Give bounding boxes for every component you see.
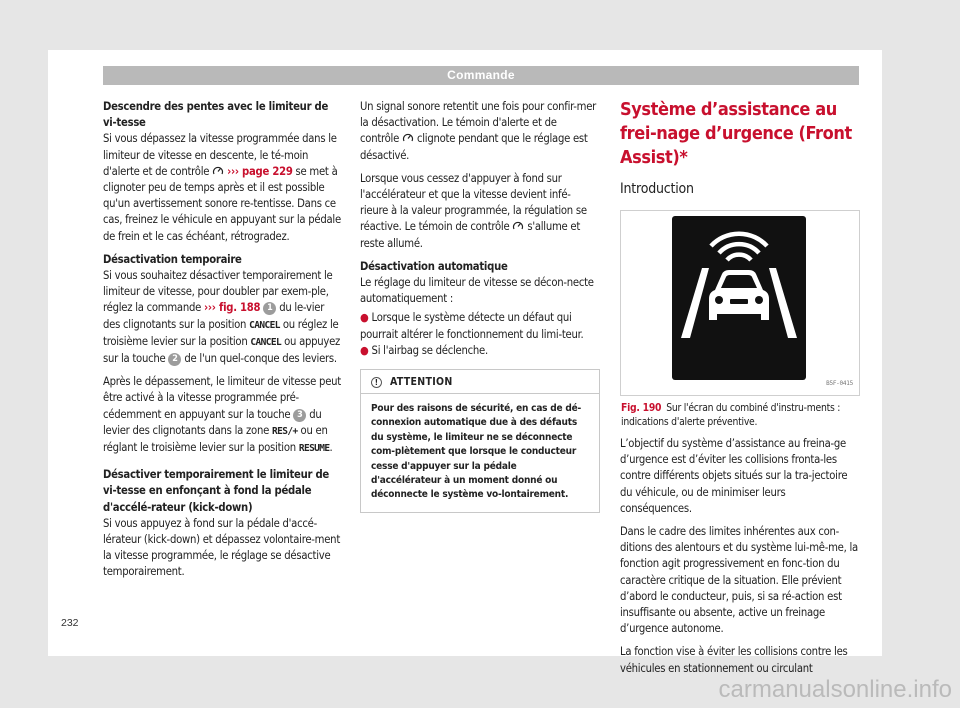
attention-header: ! ATTENTION — [361, 370, 599, 394]
section-subtitle: Introduction — [620, 181, 694, 197]
speed-limiter-icon — [212, 165, 224, 176]
paragraph-descending: Si vous dépassez la vitesse programmée dans le limiteur de vitesse en descente, le té-moin d'alerte et de contrôle ››› page 229 se met à clignoter peu de temps après et il est possible qu'un avertissement sonore re-tentisse. Dans ce cas, freinez le véhicule en appuyant sur la pédale de frein et le cas échéant, rétrogradez. — [103, 132, 341, 243]
paragraph-temporary: Si vous souhaitez désactiver temporairement le limiteur de vitesse, pour doubler par exem-ple, réglez la commande ››› fig. 188 1 du le-vier des clignotants sur la position CANCEL ou réglez le troisième levier sur la position CANCEL ou appuyez sur la touche 2 de l'un quel-conque des leviers. — [103, 269, 341, 366]
paragraph-signal: Un signal sonore retentit une fois pour confir-mer la désactivation. Le témoin d'alerte et de contrôle clignote pendant que le réglage est désactivé. — [360, 100, 597, 162]
res-plus-label: RES/+ — [271, 425, 298, 437]
running-header: Commande — [103, 66, 859, 85]
heading-kickdown: Désactiver temporairement le limiteur de vi-tesse en enfonçant à fond la pédale d'accélé-rateur (kick-down) — [103, 468, 330, 514]
page-number: 232 — [61, 617, 79, 629]
warning-icon: ! — [371, 377, 382, 388]
watermark: carmanualsonline.info — [718, 676, 952, 703]
paragraph-objective: L’objectif du système d’assistance au freina-ge d’urgence est d’éviter les collisions fronta-les contre différents objets situés sur la tra-jectoire du véhicule, ou de minimiser leurs conséquences. — [620, 437, 848, 515]
paragraph-after-overtaking: Après le dépassement, le limiteur de vitesse peut être activé à la vitesse programmée pré-cédemment en appuyant sur la touche 3 du levier des clignotants dans la zone RES/+ ou en réglant le troisième levier sur la position RESUME. — [103, 375, 341, 455]
callout-1: 1 — [263, 302, 276, 315]
column-2 — [360, 99, 598, 513]
figure-caption: Fig. 190 Sur l'écran du combiné d'instru-ments : indications d'alerte préventive. — [621, 402, 841, 428]
attention-box — [360, 369, 600, 513]
paragraph-auto: Le réglage du limiteur de vitesse se décon-necte automatiquement : — [360, 276, 594, 306]
page-ref-link[interactable]: ››› page 229 — [227, 164, 293, 178]
callout-3: 3 — [293, 409, 306, 422]
heading-descending-slopes: Descendre des pentes avec le limiteur de vi-tesse — [103, 100, 329, 130]
fig-ref-link[interactable]: ››› fig. 188 — [204, 301, 261, 315]
paragraph-kickdown: Si vous appuyez à fond sur la pédale d'accé-lérateur (kick-down) et dépassez volontaire-ment la vitesse programmée, le réglage se désactive temporairement. — [103, 516, 341, 579]
cancel-label: CANCEL — [249, 319, 280, 331]
figure-190 — [620, 210, 860, 396]
figure-label: Fig. 190 — [621, 402, 662, 414]
heading-temporary-deactivation: Désactivation temporaire — [103, 252, 242, 266]
paragraph-function: La fonction vise à éviter les collisions contre les véhicules en stationnement ou circulant — [620, 645, 848, 675]
list-item: ● Si l'airbag se déclenche. — [360, 343, 488, 357]
resume-label: RESUME — [298, 443, 330, 455]
attention-body: Pour des raisons de sécurité, en cas de dé-connexion automatique due à des défauts du système, le limiteur ne se déconnecte com-plètement que lorsque le conducteur cesse d'appuyer sur la pédale d'accélérateur à un moment donné ou déconnecte le système vo-lontairement. — [371, 403, 582, 501]
section-title: Système d’assistance au frei-nage d’urgence (Front Assist)* — [620, 99, 852, 168]
paragraph-reactivation: Lorsque vous cessez d'appuyer à fond sur l'accélérateur et que la vitesse devient infé-rieure à la valeur programmée, la régulation se réactive. Le témoin de contrôle s'allume et reste allumé. — [360, 171, 587, 250]
cancel-label: CANCEL — [250, 336, 282, 348]
paragraph-limits: Dans le cadre des limites inhérentes aux con-ditions des alentours et du système lui-mê-me, la fonction agit progressivement en fonc-tion du caractère critique de la situation. Elle prévient d’abord le conducteur, puis, si sa ré-action est insuffisante ou absente, active un freinage d’urgence autonome. — [620, 525, 858, 636]
callout-2: 2 — [168, 353, 181, 366]
figure-code: B5F-0415 — [826, 379, 853, 387]
heading-automatic-deactivation: Désactivation automatique — [360, 259, 508, 273]
column-3 — [620, 99, 860, 684]
list-item: ● Lorsque le système détecte un défaut qui pourrait altérer le fonctionnement du limi-teur. — [360, 311, 584, 341]
front-assist-warning-icon — [672, 216, 806, 380]
speed-limiter-icon — [512, 220, 524, 231]
bullet-icon: ● — [360, 311, 369, 325]
bullet-icon: ● — [360, 343, 369, 357]
column-1 — [103, 99, 341, 588]
speed-limiter-icon — [402, 132, 414, 143]
